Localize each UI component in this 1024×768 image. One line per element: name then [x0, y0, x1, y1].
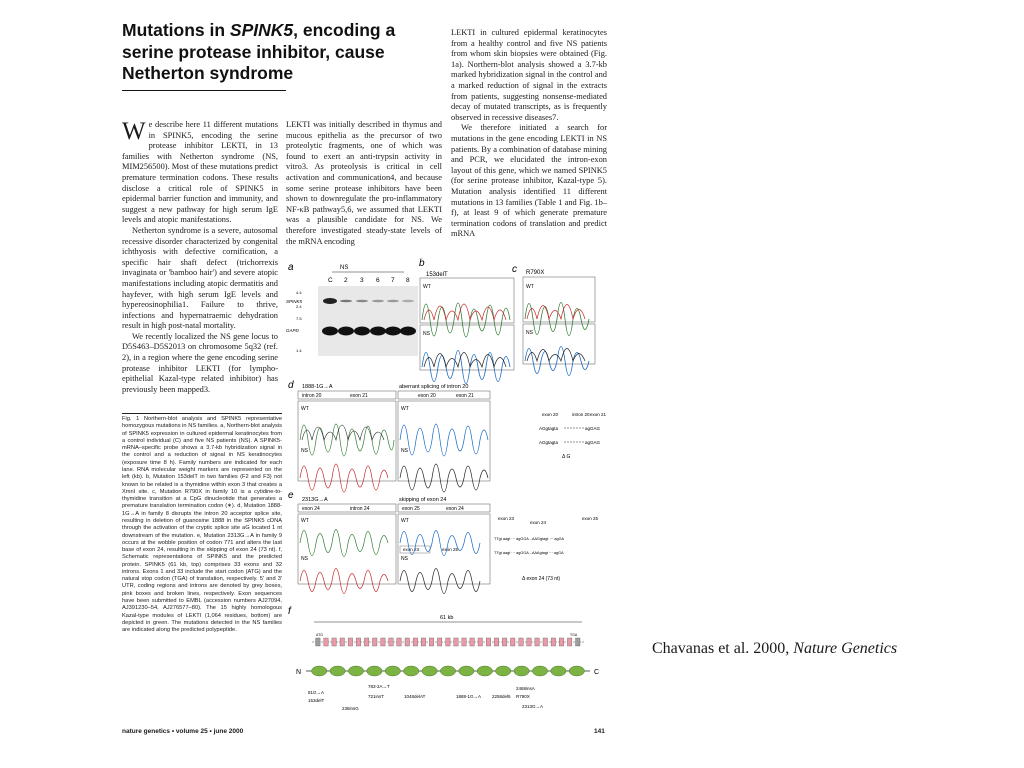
- col3-para-2: We therefore initiated a search for mutations in the gene encoding LEKTI in NS patients. By a combination of database mining and PCR, we elucidated the intron-exon layout of this gene, which we named SPINK5 (for serine protease inhibitor, Kazal-type 5). Mutation analysis identified 11 different mutations in 13 families (Table 1 and Fig. 1b–f), at least 9 of which generate premature termination codons of translation and predict mRNA: [451, 123, 607, 239]
- kazal-module: [367, 666, 382, 676]
- row-label-gapd: GAPD: [286, 328, 299, 333]
- marker-4: 1.4: [296, 348, 302, 353]
- exon-box: [551, 638, 556, 646]
- body-column-2: [286, 120, 442, 247]
- scheme-d-intron20: intron 20: [572, 412, 590, 417]
- band-gapd: [354, 327, 370, 336]
- mutation-label: 1048delAT: [404, 694, 426, 699]
- panel-e-exon24: exon 24: [302, 506, 320, 512]
- panel-e-skipping: skipping of exon 24: [399, 497, 447, 503]
- kazal-module: [330, 666, 345, 676]
- panel-e-exon25-b: exon 25: [442, 547, 459, 552]
- kazal-module: [532, 666, 547, 676]
- kazal-module: [496, 666, 511, 676]
- panel-d-exon20-label: exon 20: [418, 393, 436, 399]
- footer-page-number: 141: [594, 728, 605, 735]
- exon-box: [397, 638, 402, 646]
- scheme-e-delta: Δ exon 24 (73 nt): [522, 576, 561, 582]
- panel-b-wt: WT: [423, 284, 431, 290]
- scheme-d-exon20: exon 20: [542, 412, 559, 417]
- scheme-e-seq1: TTgt aagt ··· agGGA...AAGgtagt ··· agGA: [494, 537, 565, 541]
- kazal-module: [440, 666, 455, 676]
- kazal-module: [348, 666, 363, 676]
- band-spink5-ns: [402, 300, 414, 302]
- scheme-d-seq1-right: agGAG: [585, 426, 601, 431]
- scheme-e-exon23: exon 23: [498, 516, 515, 521]
- band-spink5-ns: [372, 300, 384, 303]
- panel-d-ns: NS: [301, 448, 308, 454]
- scheme-e-exon24: exon 24: [530, 520, 547, 525]
- body-column-1: [122, 120, 278, 395]
- band-spink5-ns: [387, 300, 399, 302]
- exon-box: [486, 638, 491, 646]
- exon-box: [437, 638, 442, 646]
- lane-label-8: 8: [406, 277, 410, 284]
- panel-d-exon21-label-2: exon 21: [456, 393, 474, 399]
- exon-box: [373, 638, 378, 646]
- title-line2: serine protease inhibitor, cause: [122, 41, 385, 62]
- panel-b-letter: b: [419, 258, 425, 269]
- kazal-module-row: [312, 666, 585, 676]
- kazal-module: [312, 666, 327, 676]
- mutation-label: 783-2A→T: [368, 684, 390, 689]
- exon-box: [576, 638, 581, 646]
- exon-box: [567, 638, 572, 646]
- panel-d-ns-2: NS: [401, 448, 408, 454]
- panel-e-wt: WT: [301, 518, 309, 524]
- panel-e-exon24-b: exon 24: [446, 506, 464, 512]
- scheme-d-exon21: exon 21: [590, 412, 607, 417]
- col1-para-2: Netherton syndrome is a severe, autosomal recessive disorder characterized by congenital ichthyosis with defective cornification, a specific hair shaft defect (trichorrexis invaginata or 'bamboo hair') and severe atopic manifestations including atopic dermatitis and hayfever, with high serum IgE levels and hypereosinophilia1. Failure to thrive, infections and hypernatraemic dehydration result in high post-natal mortality.: [122, 225, 278, 331]
- mutation-label: 238insG: [342, 706, 359, 711]
- footer-journal: nature genetics • volume 25 • june 2000: [122, 728, 244, 735]
- kazal-module: [385, 666, 400, 676]
- panel-e-ns-2: NS: [401, 556, 408, 562]
- marker-2: 2.4: [296, 304, 302, 309]
- lane-label-6: 6: [376, 277, 380, 284]
- exon-box: [559, 638, 564, 646]
- exon-box: [429, 638, 434, 646]
- row-label-spink5: SPINK5: [286, 299, 303, 304]
- mutation-label: 2258del5: [492, 694, 511, 699]
- mutation-label: 153delT: [308, 698, 325, 703]
- panel-f-gene-structure: [296, 615, 599, 711]
- band-gapd: [385, 327, 401, 336]
- panel-b-mutation: 153delT: [426, 272, 448, 278]
- marker-1: 4.4: [296, 290, 302, 295]
- scheme-e-seq2: TTgt aagt ··· agGGA...AAAgtagt ··· agGA: [494, 551, 564, 555]
- blot-membrane: [318, 286, 418, 356]
- protein-n-terminus: N: [296, 669, 302, 676]
- title-line3: Netherton syndrome: [122, 63, 294, 83]
- panel-e-exon23: exon 23: [403, 547, 420, 552]
- exon-box: [519, 638, 524, 646]
- panel-d-intron-label: intron 20: [302, 393, 322, 399]
- lane-label-3: 3: [360, 277, 364, 284]
- kazal-module: [477, 666, 492, 676]
- exon-box: [470, 638, 475, 646]
- marker-3: 7.5: [296, 316, 302, 321]
- band-gapd: [322, 327, 338, 336]
- band-gapd: [338, 327, 354, 336]
- mutation-label: 81G→A: [308, 690, 325, 695]
- exon-box: [543, 638, 548, 646]
- panel-e-intron24: intron 24: [350, 506, 370, 512]
- col2-para-1: LEKTI was initially described in thymus and mucous epithelia as the precursor of two proteolytic fragments, one of which was found to exert an anti-trypsin activity in vitro3. As proteolysis is critical in cell activation and communication4, and because some serine protease inhibitors have been shown to downregulate the pro-inflammatory NF-κB pathway5,6, we assumed that LEKTI was a plausible candidate for NS. We therefore investigated steady-state levels of the mRNA encoding: [286, 120, 442, 246]
- exon-box: [511, 638, 516, 646]
- panel-d-aberrant: aberrant splicing of intron 20: [399, 384, 469, 390]
- panel-e-exon25: exon 25: [402, 506, 420, 512]
- citation-text: Chavanas et al. 2000,: [652, 640, 794, 657]
- kazal-module: [569, 666, 584, 676]
- kazal-module: [551, 666, 566, 676]
- panel-e-wt-2: WT: [401, 518, 409, 524]
- exon-box: [340, 638, 345, 646]
- mutation-label: 2313G→A: [522, 704, 544, 709]
- mutation-label: R790X: [516, 694, 530, 699]
- panel-d-letter: d: [288, 380, 294, 391]
- band-spink5-ns: [356, 300, 368, 303]
- panel-f-letter: f: [288, 606, 291, 617]
- gene-length: 61 kb: [440, 615, 454, 621]
- exon-box: [527, 638, 532, 646]
- exon-box: [332, 638, 337, 646]
- exon-box: [502, 638, 507, 646]
- body-column-3: [451, 28, 607, 240]
- scheme-d-seq1-left: AGgtagta: [539, 426, 559, 431]
- paper-title: [122, 20, 412, 85]
- title-gene: SPINK5: [229, 20, 294, 40]
- exon-box: [478, 638, 483, 646]
- scheme-d-seq2-right: agGAG: [585, 440, 601, 445]
- exon-box: [413, 638, 418, 646]
- kazal-module: [422, 666, 437, 676]
- panel-c-letter: c: [512, 264, 517, 275]
- gene-atg: ATG: [316, 633, 323, 637]
- scheme-d-seq2-left: AGgtagta: [539, 440, 559, 445]
- figure-1: [284, 258, 614, 718]
- panel-d-wt: WT: [301, 406, 309, 412]
- exon-box: [446, 638, 451, 646]
- mutation-label: 721insT: [368, 694, 385, 699]
- band-gapd: [370, 327, 386, 336]
- exon-box: [462, 638, 467, 646]
- exon-box: [389, 638, 394, 646]
- band-spink5-control: [323, 298, 337, 304]
- exon-box: [316, 638, 321, 646]
- kazal-module: [459, 666, 474, 676]
- panel-c-chromatograms: [523, 270, 595, 376]
- exon-box: [494, 638, 499, 646]
- exon-box: [421, 638, 426, 646]
- col3-para-1: LEKTI in cultured epidermal keratinocytes from a healthy control and five NS patients from whom skin biopsies were obtained (Fig. 1a). Northern-blot analysis showed a 3.7-kb marked hybridization signal in the control and a marked reduction of signal in the extracts from patients, suggesting nonsense-mediated decay of mutated transcripts, as is frequently observed in recessive diseases7.: [451, 28, 607, 122]
- exon-box: [324, 638, 329, 646]
- panel-c-ns: NS: [526, 330, 533, 336]
- mutation-label: 1888-1G→A: [456, 694, 482, 699]
- col1-para-3: We recently localized the NS gene locus to D5S463–D5S2013 on chromosome 5q32 (ref. 2), in a region where the gene encoding serine protease inhibitor LEKTI (for lympho-epithelial Kazal-type related inhibitor) has previously been mapped3.: [122, 331, 278, 394]
- exon-box: [364, 638, 369, 646]
- kazal-module: [514, 666, 529, 676]
- panel-d-exon21-label: exon 21: [350, 393, 368, 399]
- legend-rule: [122, 413, 282, 414]
- panel-d-mutation: 1888-1G→A: [302, 384, 333, 390]
- panel-d-splice-mutation: [298, 384, 607, 492]
- panel-c-mutation: R790X: [526, 270, 545, 276]
- figure-legend-text: Fig. 1 Northern-blot analysis and SPINK5 representative homozygous mutations in NS families. a, Northern-blot analysis of SPINK5 expression in cultured epidermal keratinocytes from a control individual (C) and five NS patients (NS). A SPINK5-mRNA–specific probe shows a 3.7-kb hybridization signal in the control and a reduction of signal in NS keratinocytes (exposure time 8 h). Family numbers are indicated for each lane. RNA molecular weight markers are represented on the left (kb). b, Mutation 153delT in two families (F2 and F3) not known to be related is a thymidine within exon 3 that creates a XmnI site. c, Mutation R790X in family 10 is a cytidine-to-thymidine transition at a CpG dinucleotide that generates a premature translation termination codon (∗). d, Mutation 1888-1G→A in family 8 disrupts the intron 20 acceptor splice site, resulting in deletion of guanosine 1888 in the SPINK5 cDNA through the activation of the cryptic splice site aG located 1 nt downstream of the mutation. e, Mutation 2313G→A in family 9 occurs at the wobble position of codon 771 and alters the last base of exon 24, resulting in the skipping of exon 24 (73 nt). f, Schematic representations of SPINK5 and the predicted protein. SPINK5 (61 kb, top) comprises 33 exons and 32 introns. Exons 1 and 33 include the start codon (ATG) and the natural stop codon (TGA) of translation, respectively. 5' and 3' UTR, coding regions and introns are denoted by grey boxes, pink boxes and broken lines, respectively. Exon sequences have been submitted to EMBL (accession numbers AJ27094, AJ391230–54, AJ276577–80). The 15 highly homologous Kazal-type modules of LEKTI (1,064 residues, bottom) are depicted in green. The mutations detected in the NS families are indicated along the predicted polypeptide.: [122, 416, 282, 634]
- panel-b-chromatograms: [420, 272, 514, 384]
- scheme-d-delta: Δ G: [562, 454, 571, 460]
- mutation-label: 2468insA: [516, 686, 535, 691]
- exon-box: [405, 638, 410, 646]
- kazal-module: [404, 666, 419, 676]
- drop-cap: W: [122, 118, 146, 145]
- panel-d-wt-2: WT: [401, 406, 409, 412]
- title-rule: [122, 90, 286, 91]
- exon-box: [381, 638, 386, 646]
- panel-e-mutation: 2313G→A: [302, 497, 328, 503]
- exon-box: [348, 638, 353, 646]
- scheme-e-exon25: exon 25: [582, 516, 599, 521]
- band-spink5-ns: [340, 300, 352, 303]
- panel-e-exon-skipping: [298, 497, 599, 594]
- citation-journal: Nature Genetics: [793, 640, 898, 657]
- gene-tga: TGA: [570, 633, 578, 637]
- title-line1-post: , encoding a: [293, 20, 396, 40]
- lane-label-2: 2: [344, 277, 348, 284]
- figure-legend: [122, 416, 282, 634]
- exon-box: [454, 638, 459, 646]
- lane-label-7: 7: [391, 277, 395, 284]
- lane-label-c: C: [328, 277, 333, 284]
- blot-group-label: NS: [340, 265, 349, 271]
- protein-c-terminus: C: [594, 669, 600, 676]
- panel-c-wt: WT: [526, 284, 534, 290]
- panel-b-ns: NS: [423, 331, 430, 337]
- exon-box: [356, 638, 361, 646]
- exon-box: [535, 638, 540, 646]
- panel-e-letter: e: [288, 490, 294, 501]
- panel-a-northern-blot: [286, 265, 418, 356]
- panel-a-letter: a: [288, 262, 294, 273]
- panel-e-ns: NS: [301, 556, 308, 562]
- title-line1-pre: Mutations in: [122, 20, 230, 40]
- slide-citation: [652, 640, 897, 658]
- band-gapd: [400, 327, 416, 336]
- col1-para-1: e describe here 11 different mutations in SPINK5, encoding the serine protease inhibitor LEKTI, in 13 families with Netherton syndrome (NS, MIM256500). Most of these mutations predict premature termination codons. These results disclose a critical role of SPINK5 in epidermal barrier function and immunity, and suggest a new pathway for high serum IgE levels and atopic manifestations.: [122, 120, 278, 225]
